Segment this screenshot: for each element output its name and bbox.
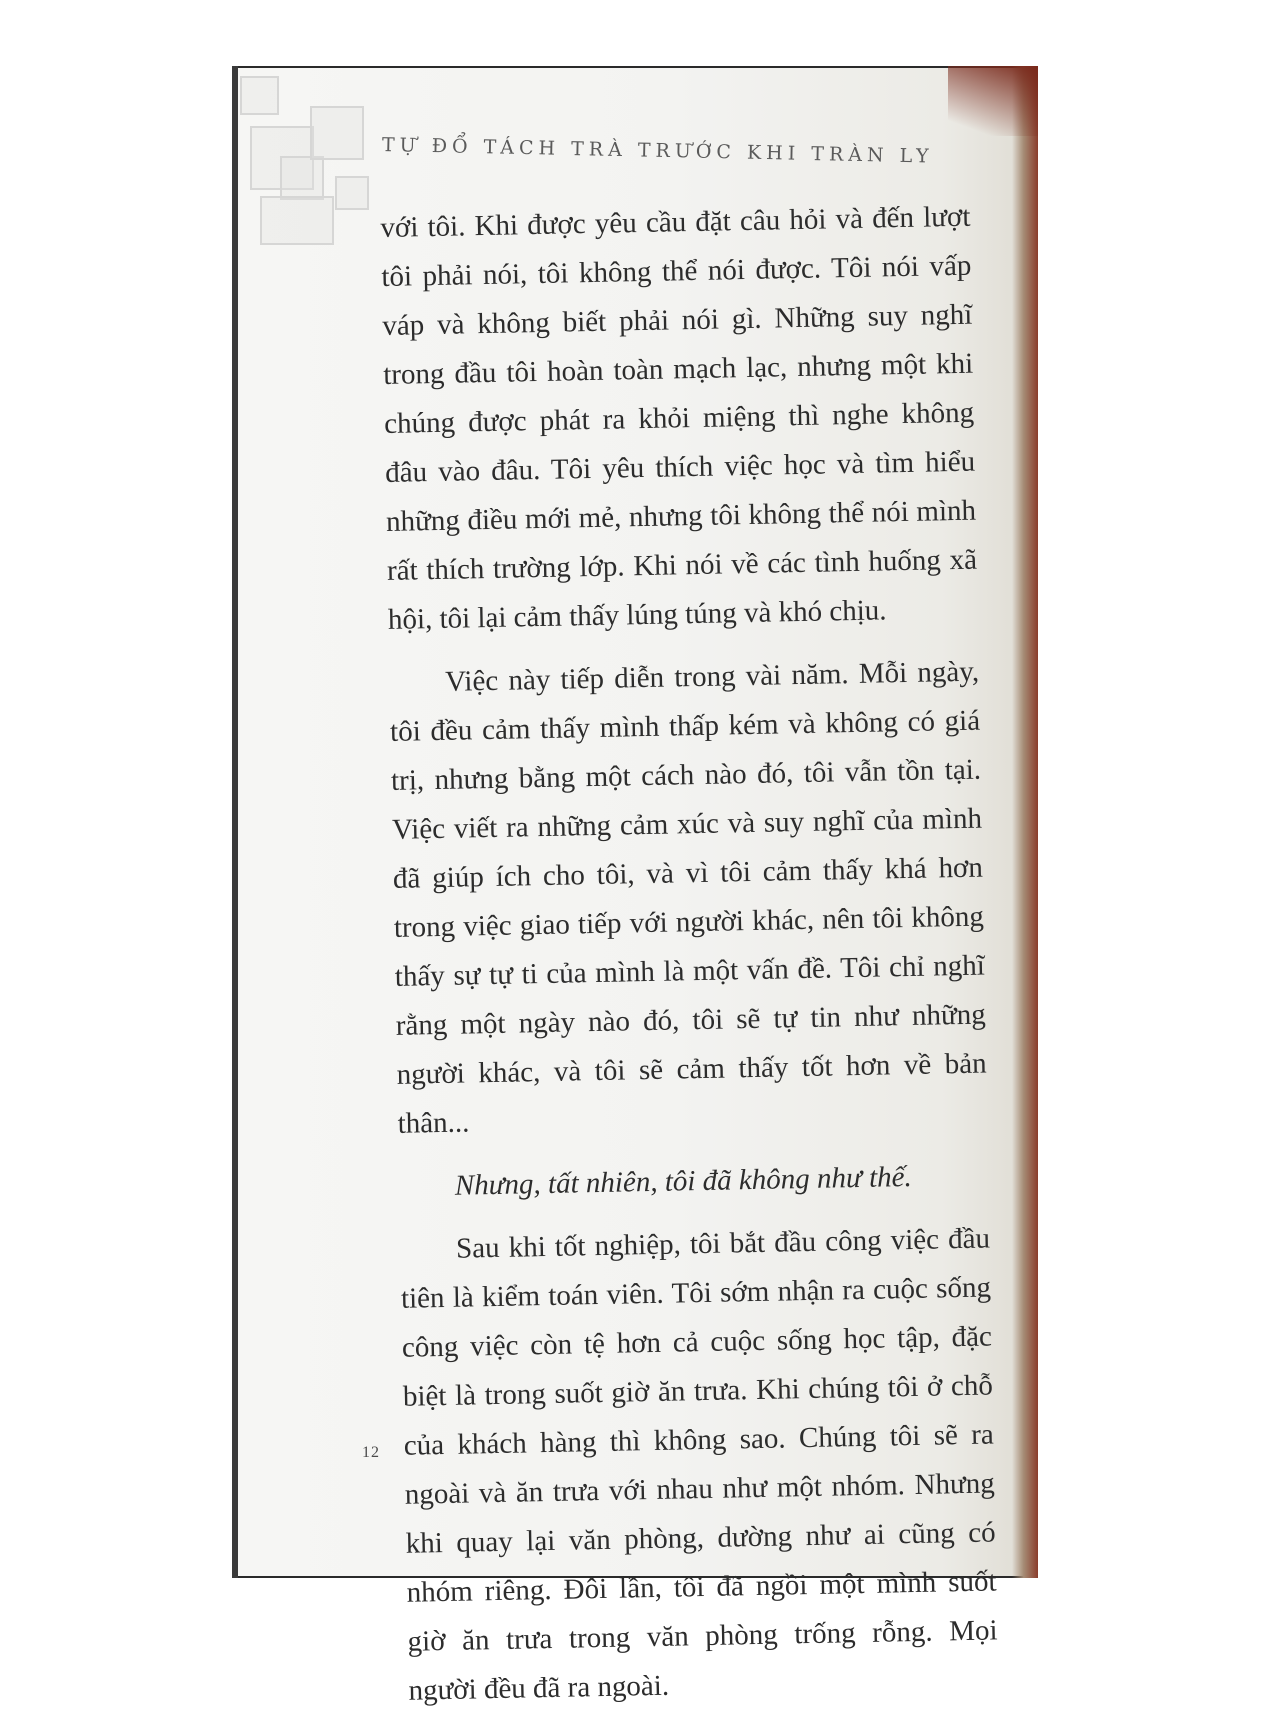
page-left-edge [232,66,238,1578]
page-spine-shadow [1012,66,1038,1578]
paragraph-2: Việc này tiếp diễn trong vài năm. Mỗi ngày, tôi đều cảm thấy mình thấp kém và không có giá trị, nhưng bằng một cách nào đó, tôi vẫn tồn tại. Việc viết ra những cảm xúc và suy nghĩ của mình đã giúp ích cho tôi, và vì tôi cảm thấy khá hơn trong việc giao tiếp với người khác, nên tôi không thấy sự tự ti của mình là một vấn đề. Tôi chỉ nghĩ rằng một ngày nào đó, tôi sẽ tự tin như những người khác, và tôi sẽ cảm thấy tốt hơn về bản thân... [389,655,987,1140]
running-header: TỰ ĐỔ TÁCH TRÀ TRƯỚC KHI TRÀN LY [381,134,934,168]
cover-corner [948,66,1038,136]
paragraph-1: với tôi. Khi được yêu cầu đặt câu hỏi và đến lượt tôi phải nói, tôi không thể nói được. Tôi nói vấp váp và không biết phải nói gì. Những suy nghĩ trong đầu tôi hoàn toàn mạch lạc, nhưng một khi chúng được phát ra khỏi miệng thì nghe không đâu vào đâu. Tôi yêu thích việc học và tìm hiểu những điều mới mẻ, nhưng tôi không thể nói mình rất thích trường lớp. Khi nói về các tình huống xã hội, tôi lại cảm thấy lúng túng và khó chịu. [380,200,978,636]
paragraph-3-italic: Nhưng, tất nhiên, tôi đã không như thế. [454,1160,913,1202]
body-text [380,193,999,1730]
book-page [232,66,1038,1707]
decorative-squares-ornament [240,66,390,276]
paragraph-4: Sau khi tốt nghiệp, tôi bắt đầu công việc đầu tiên là kiểm toán viên. Tôi sớm nhận ra cuộc sống công việc còn tệ hơn cả cuộc sống học tập, đặc biệt là trong suốt giờ ăn trưa. Khi chúng tôi ở chỗ của khách hàng thì không sao. Chúng tôi sẽ ra ngoài và ăn trưa với nhau như một nhóm. Nhưng khi quay lại văn phòng, dường như ai cũng có nhóm riêng. Đôi lần, tôi đã ngồi một mình suốt giờ ăn trưa trong văn phòng trống rỗng. Mọi người đều đã ra ngoài. [400,1222,998,1707]
page-number: 12 [362,1444,380,1461]
